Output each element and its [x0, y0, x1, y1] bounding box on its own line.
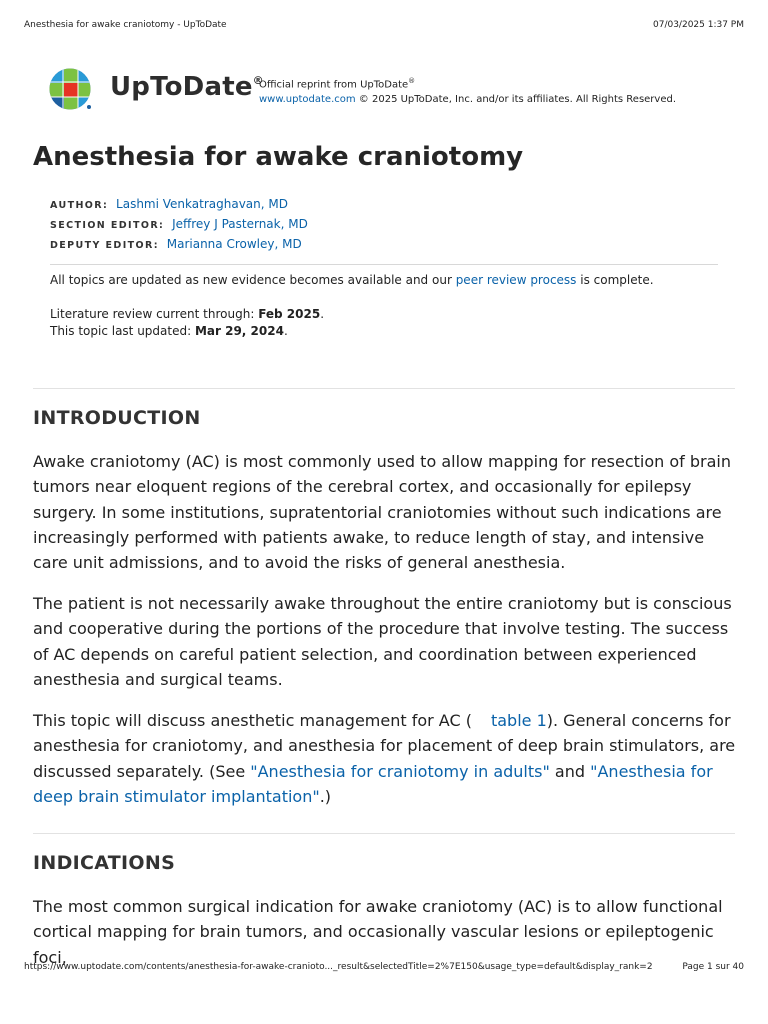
introduction-paragraph-3: This topic will discuss anesthetic management for AC ( table 1). General concerns for anesthesia for craniotomy, and anesthesia for placement of deep brain stimulators, are discussed separately. (See "Anesthesia for craniotomy in adults" and "Anesthesia for deep brain stimulator implantation".) — [33, 711, 736, 806]
last-updated-line: This topic last updated: Mar 29, 2024. — [50, 324, 288, 338]
author-link[interactable]: Lashmi Venkatraghavan, MD — [116, 197, 288, 211]
deputy-editor-row — [50, 235, 308, 255]
page-number: Page 1 sur 40 — [682, 962, 744, 972]
brand-name: UpToDate® — [110, 72, 264, 102]
deputy-editor-link[interactable]: Marianna Crowley, MD — [166, 237, 302, 251]
indications-heading: INDICATIONS — [33, 852, 176, 874]
section-editor-row — [50, 215, 308, 235]
author-list — [50, 195, 308, 255]
author-role: AUTHOR: — [50, 200, 109, 211]
print-datetime: 07/03/2025 1:37 PM — [653, 20, 744, 30]
uptodate-url-link[interactable]: www.uptodate.com — [259, 94, 356, 106]
page-title: Anesthesia for awake craniotomy — [33, 142, 524, 172]
section-divider — [33, 388, 735, 389]
table-1-link[interactable]: table 1 — [490, 711, 547, 730]
print-page-title: Anesthesia for awake craniotomy - UpToDate — [24, 20, 227, 30]
introduction-paragraph-2: The patient is not necessarily awake throughout the entire craniotomy but is conscious and cooperative during the portions of the procedure that involve testing. The success of AC depends on careful patient selection, and coordination between experienced anesthesia and surgical teams. — [33, 594, 732, 689]
craniotomy-adults-link[interactable]: "Anesthesia for craniotomy in adults" — [250, 761, 550, 781]
print-url: https://www.uptodate.com/contents/anesthesia-for-awake-cranioto..._result&selectedTitle=2%7E150&usage_type=default&display_rank=2 — [24, 962, 653, 972]
introduction-heading: INTRODUCTION — [33, 407, 201, 429]
uptodate-logo-icon — [49, 68, 93, 112]
print-header — [24, 20, 744, 32]
deep-brain-stimulator-link[interactable]: "Anesthesia for deep brain stimulator implantation" — [33, 761, 713, 806]
divider — [50, 264, 718, 265]
section-editor-role: SECTION EDITOR: — [50, 220, 165, 231]
reprint-line: Official reprint from UpToDate — [259, 79, 409, 91]
deputy-editor-role: DEPUTY EDITOR: — [50, 240, 159, 251]
copyright-text: © 2025 UpToDate, Inc. and/or its affiliates. All Rights Reserved. — [358, 94, 677, 106]
update-note: All topics are updated as new evidence becomes available and our peer review process is complete. — [50, 273, 654, 287]
indications-paragraph-1: The most common surgical indication for awake craniotomy (AC) is to allow functional cortical mapping for brain tumors, and occasionally vascular lesions or epileptogenic foci, — [33, 897, 723, 967]
section-divider — [33, 833, 735, 834]
reprint-notice: Official reprint from UpToDate® www.uptodate.com © 2025 UpToDate, Inc. and/or its affiliates. All Rights Reserved. — [259, 77, 677, 106]
introduction-paragraph-1: Awake craniotomy (AC) is most commonly used to allow mapping for resection of brain tumors near eloquent regions of the cerebral cortex, and occasionally for epilepsy surgery. In some institutions, supratentorial craniotomies without such indications are increasingly performed with patients awake, to reduce length of stay, and intensive care unit admissions, and to avoid the risks of general anesthesia. — [33, 452, 731, 573]
review-dates — [50, 306, 324, 340]
author-row — [50, 195, 308, 215]
literature-review-line: Literature review current through: Feb 2025. — [50, 307, 325, 321]
brand — [49, 68, 269, 112]
peer-review-link[interactable]: peer review process — [455, 273, 577, 287]
section-editor-link[interactable]: Jeffrey J Pasternak, MD — [172, 217, 308, 231]
